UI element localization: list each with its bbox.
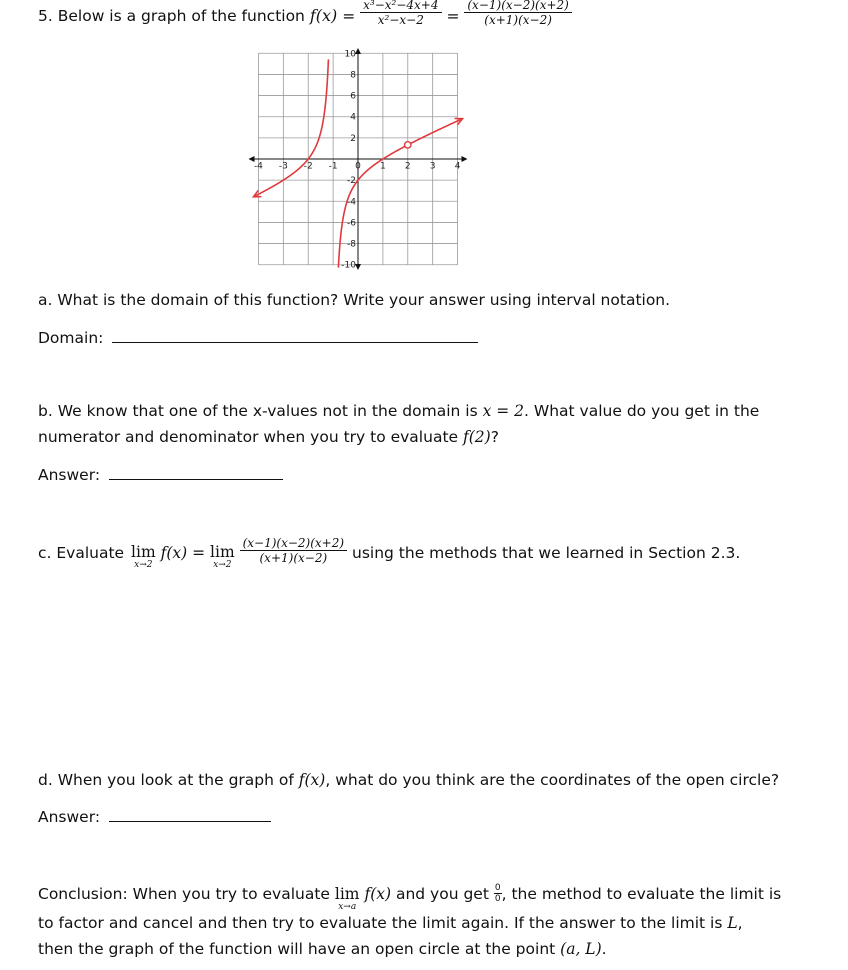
part-b-text-3: numerator and denominator when you try to evaluate: [38, 428, 459, 446]
graph-grid: [248, 48, 467, 270]
open-circle: [405, 142, 411, 148]
y-tick-label: -8: [347, 239, 356, 250]
part-b-text-1: b. We know that one of the x-values not in the domain is: [38, 402, 478, 420]
conclusion-text-2: and you get: [395, 885, 489, 903]
fraction-2: [464, 0, 571, 27]
part-a-question: a. What is the domain of this function? Write your answer using interval notation.: [38, 291, 671, 309]
domain-answer-blank[interactable]: [112, 342, 478, 343]
conclusion-text-3: the method to evaluate the limit is: [511, 885, 782, 903]
x-axis-arrow-right: [462, 156, 468, 162]
fraction-1: [360, 0, 441, 27]
part-b-text-2: . What value do you get in the: [524, 402, 760, 420]
x-tick-label: 2: [404, 161, 411, 172]
lim-word-1: lim: [131, 543, 156, 561]
conclusion-line-2-text: to factor and cancel and then try to evaluate the limit again. If the answer to the limit is: [38, 914, 723, 932]
part-b-math-2: f(2): [463, 428, 491, 446]
part-c-limit-2: [210, 544, 235, 570]
y-tick-label: 6: [350, 91, 356, 102]
y-tick-label: -4: [347, 197, 356, 208]
part-a-answer-row: [38, 329, 478, 347]
part-d-question: [38, 771, 779, 789]
fraction-1-denominator: x²−x−2: [360, 12, 441, 27]
part-d-math: f(x): [298, 771, 326, 789]
equals-sign-2: =: [446, 7, 460, 25]
part-b-line-2: [38, 428, 499, 446]
x-tick-label: -1: [328, 161, 338, 172]
y-tick-label: -2: [347, 176, 356, 187]
conclusion-fx: f(x): [364, 885, 392, 903]
zero-numerator: 0: [494, 883, 501, 893]
part-c-fraction-denominator: (x+1)(x−2): [240, 550, 347, 565]
x-tick-label: 4: [454, 161, 461, 172]
problem-number: 5.: [38, 7, 53, 25]
function-arg: (x): [315, 6, 338, 25]
conclusion-line-1: [38, 880, 781, 914]
x-tick-label: -2: [303, 161, 313, 172]
part-c-line: [38, 534, 740, 574]
domain-label: Domain:: [38, 329, 104, 347]
zero-denominator: 0: [494, 894, 501, 904]
curve-right-branch: [338, 119, 462, 268]
part-b-line-1: [38, 402, 759, 420]
part-c-suffix: using the methods that we learned in Section 2.3.: [352, 544, 741, 562]
part-c-limit-1: [131, 544, 156, 570]
y-tick-label: -10: [341, 260, 356, 271]
x-tick-label: 0: [355, 161, 361, 172]
conclusion-point: (a, L): [560, 940, 602, 958]
function-graph: [232, 40, 482, 280]
part-d-answer-blank[interactable]: [109, 821, 271, 822]
fraction-1-numerator: x³−x²−4x+4: [363, 0, 439, 12]
part-d-answer-row: [38, 808, 271, 826]
function-name: f: [309, 6, 316, 25]
conclusion-limit: [335, 886, 360, 912]
problem-header: [38, 0, 572, 28]
conclusion-comma: ,: [501, 885, 507, 903]
y-tick-label: 4: [350, 112, 356, 123]
x-tick-label: -3: [278, 161, 288, 172]
part-b-answer-label: Answer:: [38, 466, 101, 484]
part-c-fx: f(x) =: [160, 544, 206, 562]
x-tick-label: 1: [380, 161, 386, 172]
part-d-text-2: , what do you think are the coordinates of the open circle?: [325, 771, 780, 789]
conclusion-lim-word: lim: [334, 885, 360, 903]
conclusion-lim-sub: x→a: [338, 902, 357, 912]
graph-tick-labels: [254, 49, 461, 270]
lim-word-2: lim: [210, 543, 235, 561]
part-c-fraction: [240, 536, 347, 565]
part-b-answer-row: [38, 466, 283, 484]
part-b-answer-blank[interactable]: [109, 479, 283, 480]
equals-sign-1: =: [342, 7, 356, 25]
lim-sub-1: x→2: [134, 560, 153, 570]
part-c-fraction-numerator: (x−1)(x−2)(x+2): [242, 536, 345, 550]
y-tick-label: 2: [350, 133, 356, 144]
fraction-2-numerator: (x−1)(x−2)(x+2): [467, 0, 569, 12]
conclusion-line-3-text: then the graph of the function will have an open circle at the point: [38, 940, 556, 958]
zero-over-zero: [494, 883, 502, 904]
curve-left-branch: [253, 59, 328, 196]
conclusion-line-3: [38, 940, 607, 958]
conclusion-line-3-end: .: [601, 940, 607, 958]
y-tick-label: -6: [347, 218, 356, 229]
y-tick-label: 10: [344, 49, 356, 60]
conclusion-text-1: Conclusion: When you try to evaluate: [38, 885, 330, 903]
conclusion-line-2: [38, 914, 743, 932]
part-d-answer-label: Answer:: [38, 808, 101, 826]
conclusion-L: L: [727, 914, 738, 932]
x-tick-label: 3: [429, 161, 436, 172]
part-b-math-1: x = 2: [482, 402, 525, 420]
problem-intro: Below is a graph of the function: [57, 7, 305, 25]
part-c-prefix: c. Evaluate: [38, 544, 125, 562]
y-tick-label: 8: [350, 70, 356, 81]
fraction-2-denominator: (x+1)(x−2): [464, 12, 571, 27]
x-tick-label: -4: [253, 161, 263, 172]
part-b-text-4: ?: [490, 428, 499, 446]
part-d-text-1: d. When you look at the graph of: [38, 771, 294, 789]
lim-sub-2: x→2: [213, 560, 232, 570]
conclusion-line-2-end: ,: [737, 914, 743, 932]
